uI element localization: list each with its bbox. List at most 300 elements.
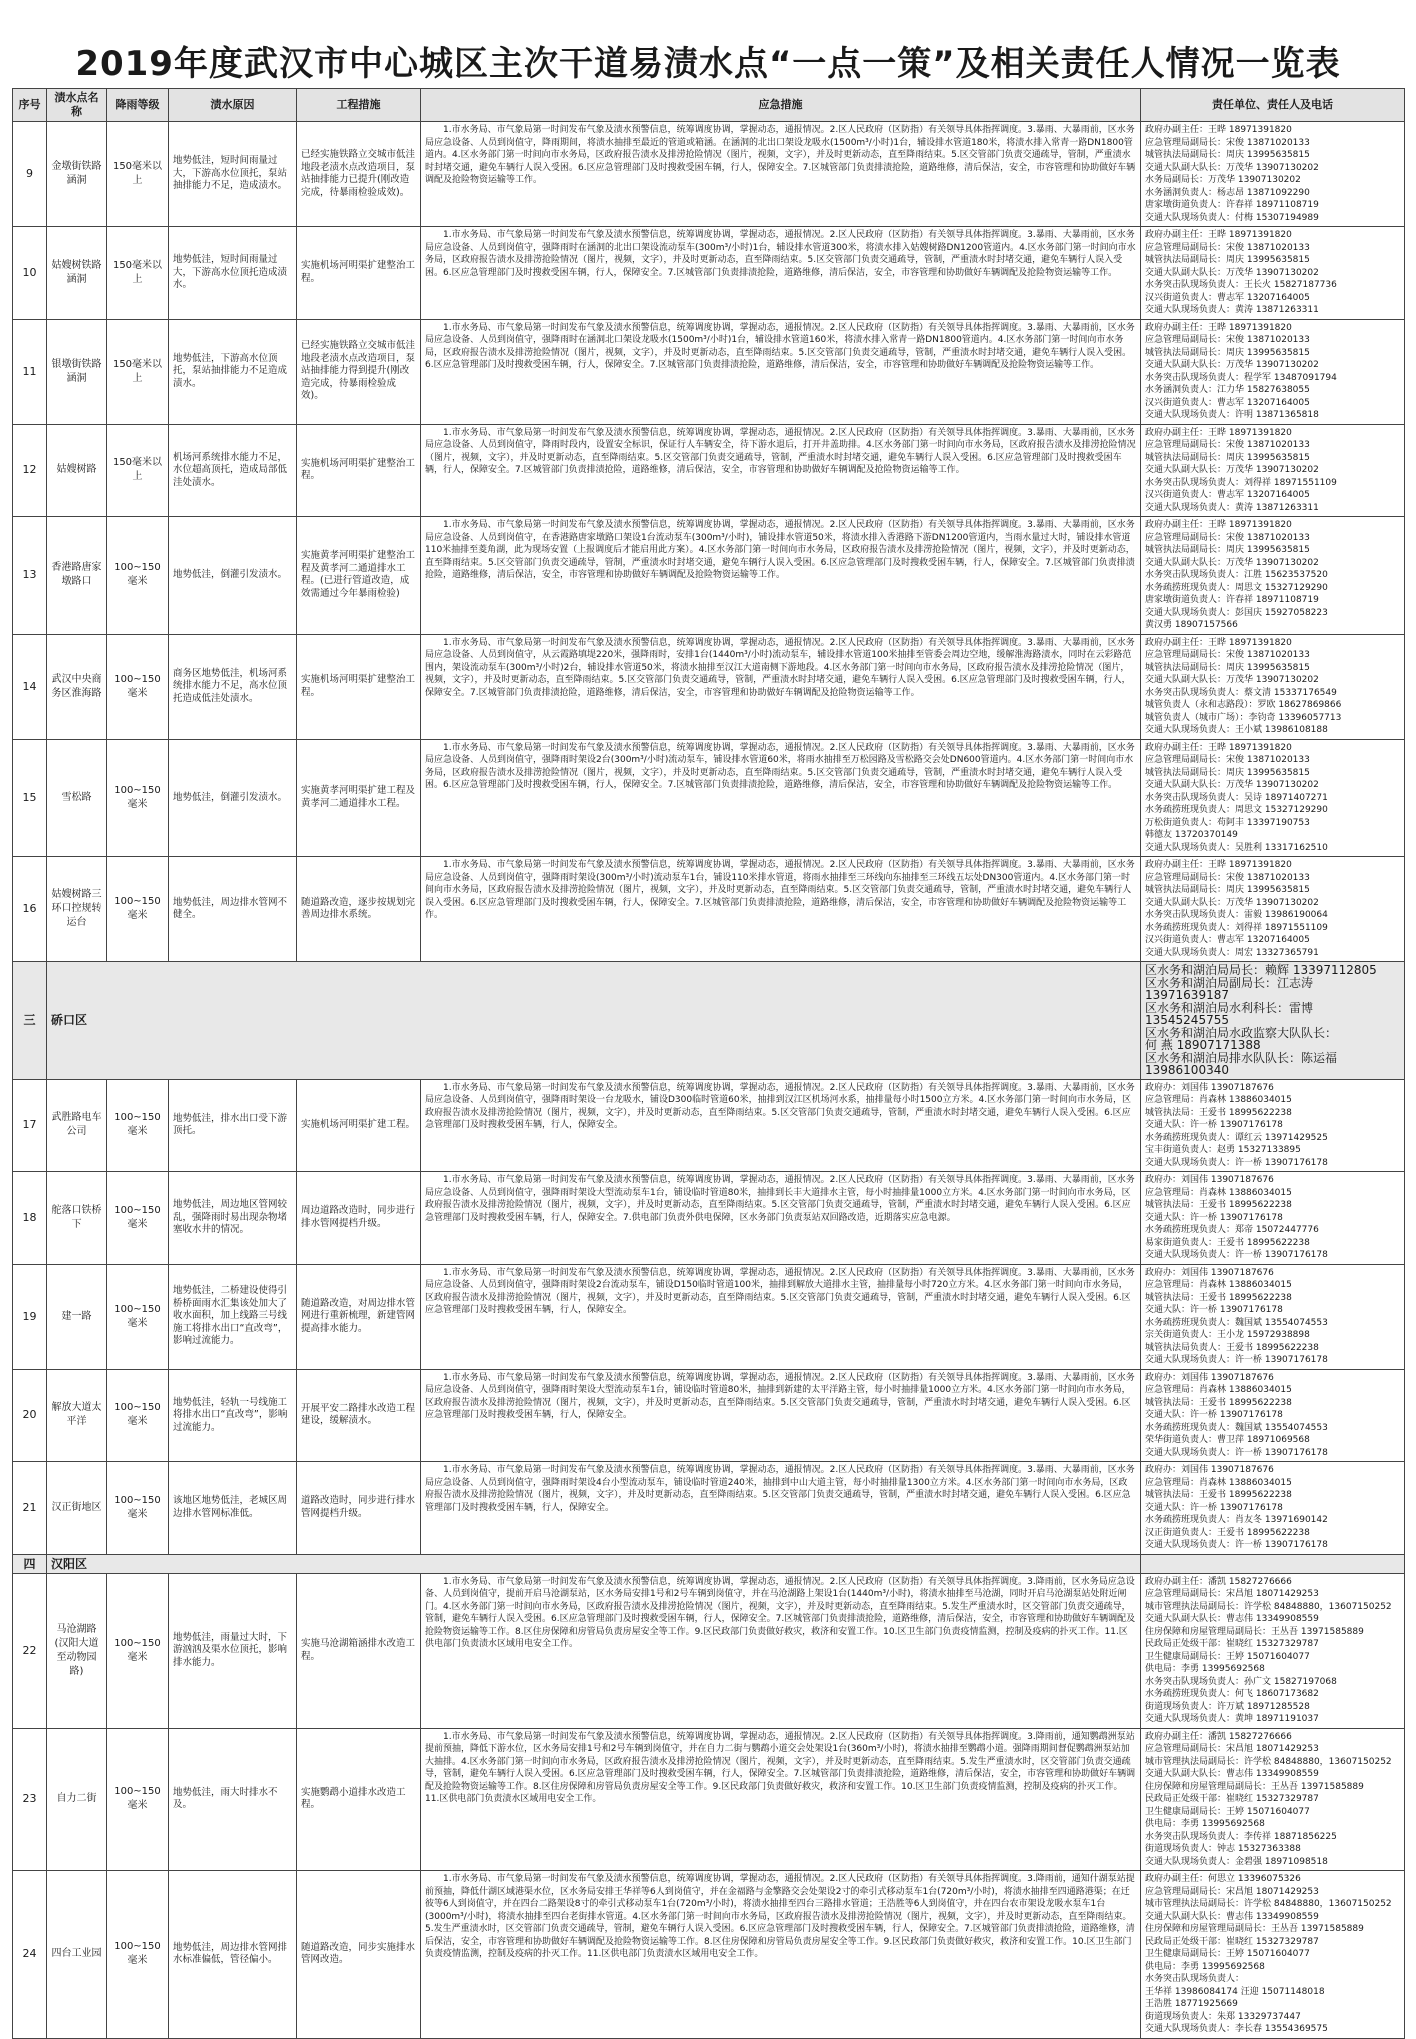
cell-rain-level: 100~150毫米: [107, 1172, 169, 1265]
responsible-line: 供电局：李勇 13995692568: [1145, 1664, 1265, 1674]
responsible-line: 交通大队现场负责人：黄坤 18971191037: [1145, 1714, 1319, 1724]
header-seq: 序号: [13, 89, 47, 122]
cell-emergency: [421, 122, 1141, 227]
responsible-line: 水务疏捞班现负责人：肖友冬 13971690142: [1145, 1515, 1328, 1525]
cell-rain-level: 100~150毫米: [107, 857, 169, 962]
table-row: [13, 517, 1405, 635]
responsible-line: 应急管理局副局长：宋昌旭 18071429253: [1145, 1744, 1319, 1754]
emergency-text: 1.市水务局、市气象局第一时间发布气象及渍水预警信息，统筹调度协调，掌握动态，通报情况。2.区人民政府（区防指）有关领导具体指挥调度。3.降雨前，通知鹦鹉洲泵站提前预抽，降低下游水位，区水务局安排1号和2号车辆到岗值守，并在自力二街与鹦鹉小道交会处架设1台(360m³/小时)，将渍水抽排至鹦鹉小道。强降雨期间督促鹦鹉洲泵站加大抽排。4.区水务部门第一时间向市水务局，区政府报告渍水及排涝抢险情况（图片，视频，文字），并及时更新动态，直至降雨结束。5.发生严重渍水时，区交管部门负责交通疏导，管制，避免车辆行人误入受困。6.区应急管理部门及时搜救受困车辆，行人，保障安全。7.区城管部门负责排渍抢险，道路维修，清后保洁，安全，市容管理和协助做好车辆调配及抢险物资运输等工作。8.区住房保障和房管局负责房屋安全等工作。9.区民政部门负责做好救灾，救济和安置工作。10.区卫生部门负责疫情监测，控制及疫病的扑灭工作。11.区供电部门负责渍水区域用电安全工作。: [425, 1731, 1136, 1804]
cell-responsible: [1141, 857, 1405, 962]
responsible-line: 交通大队现场负责人：金碧强 18971098518: [1145, 1856, 1328, 1867]
responsible-line: 卫生健康局副局长：王婷 15071604077: [1145, 1651, 1310, 1662]
cell-name: 姑嫂树路三环口控规转运台: [47, 857, 107, 962]
cell-emergency: [421, 1728, 1141, 1871]
emergency-text: 1.市水务局、市气象局第一时间发布气象及渍水预警信息，统筹调度协调，掌握动态，通报情况。2.区人民政府（区防指）有关领导具体指挥调度。3.暴雨、大暴雨前，区水务局应急设备、人员到岗值守，强降雨时架设4台小型流动泵车，铺设临时管道240米，抽排到中山大道主管，每小时抽排量1300立方米。4.区水务部门第一时间向市水务局，区政府报告渍水及排涝抢险情况（图片，视频，文字），并及时更新动态，直至降雨结束。5.区交管部门负责交通疏导，管制，严重渍水时封堵交通，避免车辆行人误入受困。6.区应急管理部门及时搜救受困车辆，行人，保障安全。: [425, 1465, 1135, 1513]
section-name: 汉阳区: [47, 1554, 1141, 1573]
responsible-line: 汉兴街道负责人：曹志军 13207164005: [1145, 490, 1310, 500]
cell-emergency: [421, 1573, 1141, 1728]
responsible-line: 交通大队副大队长：万茂华 13907130202: [1145, 557, 1319, 568]
responsible-line: 交通大队现场负责人：许一桥 13907176178: [1145, 1157, 1328, 1168]
table-row: [13, 319, 1405, 424]
cell-reason: 地势低洼，轻轨一号线施工将排水出口“直改弯”，影响过流能力。: [169, 1369, 297, 1462]
responsible-line: 政府办副主任：王晔 18971391820: [1145, 322, 1292, 333]
responsible-line: 政府办副主任：王晔 18971391820: [1145, 427, 1292, 438]
responsible-line: 政府办：刘国伟 13907187676: [1145, 1267, 1274, 1278]
cell-seq: 18: [13, 1172, 47, 1265]
table-row: [13, 122, 1405, 227]
emergency-text: 1.市水务局、市气象局第一时间发布气象及渍水预警信息，统筹调度协调，掌握动态，通报情况。2.区人民政府（区防指）有关领导具体指挥调度。3.暴雨、大暴雨前，区水务局应急设备、人员到岗值守，强降雨时架设2台(300m³/小时)流动泵车，铺设排水管道60米，将雨水抽排至万松园路及雪松路交会处DN600管道内。4.区水务部门第一时间向市水务局，区政府报告渍水及排涝抢险情况（图片，视频，文字），并及时更新动态，直至降雨结束。5.区交管部门负责交通疏导，管制，严重渍水时封堵交通，避免车辆行人误入受困。6.区应急管理部门及时搜救受困车辆，行人，保障安全。7.区城管部门负责排渍抢险，道路维修，清后保洁，安全，市容管理和协助做好车辆调配及抢险物资运输等工作。: [425, 742, 1135, 790]
responsible-line: 水务突击队现场负责人：江胜 15623537520: [1145, 570, 1328, 580]
table-row: [13, 857, 1405, 962]
responsible-line: 住房保障和房屋管理局副局长：王丛吾 13971585889: [1145, 1781, 1364, 1792]
cell-reason: 地势低洼，周边排水管网排水标准偏低，管径偏小。: [169, 1871, 297, 2039]
responsible-line: 区水务和湖泊局水政监察大队队长：: [1145, 1025, 1338, 1040]
responsible-line: 应急管理局副局长：宋俊 13871020133: [1145, 137, 1310, 148]
responsible-line: 荣华街道负责人：曹卫萍 18971069568: [1145, 1435, 1310, 1445]
cell-reason: 该地区地势低洼，老城区周边排水管网标准低。: [169, 1462, 297, 1555]
responsible-line: 交通大队：许一桥 13907176178: [1145, 1120, 1283, 1130]
cell-rain-level: 150毫米以上: [107, 122, 169, 227]
cell-responsible: [1141, 1728, 1405, 1871]
section-name: 硚口区: [47, 962, 1141, 1080]
responsible-line: 交通大队副大队长：曹志伟 13349908559: [1145, 1911, 1319, 1922]
cell-name: 四台工业园: [47, 1871, 107, 2039]
cell-reason: 地势低洼，下游高水位顶托，泵站抽排能力不足造成渍水。: [169, 319, 297, 424]
responsible-line: 城管执法局副局长：周庆 13995635815: [1145, 885, 1310, 895]
responsible-line: 民政局正处级干部：崔晓红 15327329787: [1145, 1639, 1319, 1649]
cell-rain-level: 100~150毫米: [107, 1573, 169, 1728]
cell-seq: 14: [13, 634, 47, 739]
emergency-text: 1.市水务局、市气象局第一时间发布气象及渍水预警信息，统筹调度协调，掌握动态，通报情况。2.区人民政府（区防指）有关领导具体指挥调度。3.暴雨、大暴雨前，区水务局应急设备、人员到岗值守，强降雨时在涵洞北口架设龙吸水(1500m³/小时)1台，辅设排水管道160米，将渍水排入常青一路DN1800管道内。4.区水务部门第一时间向市水务局，区政府报告渍水及排涝抢险情况（图片，视频，文字），并及时更新动态，直至降雨结束。5.区交管部门负责交通疏导，管制，严重渍水时封堵交通，避免车辆行人误入受困。6.区应急管理部门及时搜救受困车辆，行人，保障安全。7.区城管部门负责排渍抢险，道路维修，清后保洁，安全，市容管理和协助做好车辆调配及抢险物资运输等工作。: [425, 322, 1135, 370]
cell-name: 姑嫂树铁路涵洞: [47, 227, 107, 320]
responsible-line: 应急管理局副局长：宋昌旭 18071429253: [1145, 1886, 1319, 1897]
cell-name: 金墩街铁路涵洞: [47, 122, 107, 227]
responsible-line: 交通大队副大队长：万茂华 13907130202: [1145, 675, 1319, 685]
section-seq: 三: [13, 962, 47, 1080]
table-body: [13, 122, 1405, 2039]
responsible-line: 何 燕 18907171388: [1145, 1038, 1261, 1052]
responsible-line: 水务突击队现场负责人：刘得祥 18971551109: [1145, 477, 1337, 488]
responsible-line: 交通大队副大队长：曹志伟 13349908559: [1145, 1614, 1319, 1624]
responsible-line: 应急管理局副局长：宋俊 13871020133: [1145, 755, 1310, 765]
cell-rain-level: 100~150毫米: [107, 517, 169, 635]
responsible-line: 政府办副主任：潘凯 15827276666: [1145, 1731, 1292, 1742]
header-responsible: 责任单位、责任人及电话: [1141, 89, 1405, 122]
responsible-line: 王华祥 13986084174 汪迎 15071148018: [1145, 1986, 1325, 1997]
table-row: [13, 1573, 1405, 1728]
table-row: [13, 424, 1405, 517]
flood-point-table: [12, 88, 1405, 2039]
responsible-line: 交通大队：许一桥 13907176178: [1145, 1502, 1283, 1513]
cell-seq: 9: [13, 122, 47, 227]
responsible-line: 政府办：刘国伟 13907187676: [1145, 1372, 1274, 1383]
responsible-line: 交通大队现场负责人：周宏 13327365791: [1145, 947, 1319, 958]
cell-reason: 机场河系统排水能力不足，水位超高顶托，造成局部低洼处渍水。: [169, 424, 297, 517]
cell-rain-level: 100~150毫米: [107, 1462, 169, 1555]
responsible-line: 水务突击队现场负责人：程学军 13487091794: [1145, 372, 1337, 383]
responsible-line: 区水务和湖泊局排水队队长：陈运福 13986100340: [1145, 1050, 1338, 1077]
cell-name: 建一路: [47, 1264, 107, 1369]
emergency-text: 1.市水务局、市气象局第一时间发布气象及渍水预警信息，统筹调度协调，掌握动态，通报情况。2.区人民政府（区防指）有关领导具体指挥调度。3.暴雨、大暴雨前，区水务局应急设备、人员到岗值守，强降雨时架设2台流动泵车，铺设D150临时管道100米，抽排到解放大道排水主管，抽排量每小时720立方米。4.区水务部门第一时间向市水务局，区政府报告渍水及排涝抢险情况（图片，视频，文字），并及时更新动态，直至降雨结束。5.区交管部门负责交通疏导，管制，严重渍水时封堵交通，避免车辆行人误入受困。6.区应急管理部门及时搜救受困车辆，行人，保障安全。: [425, 1267, 1135, 1315]
cell-responsible: [1141, 634, 1405, 739]
cell-emergency: [421, 1369, 1141, 1462]
responsible-line: 交通大队：许一桥 13907176178: [1145, 1410, 1283, 1420]
cell-reason: 地势低洼，雨大时排水不及。: [169, 1728, 297, 1871]
responsible-line: 韩德友 13720370149: [1145, 830, 1238, 840]
cell-name: 姑嫂树路: [47, 424, 107, 517]
responsible-line: 交通大队副大队长：万茂华 13907130202: [1145, 162, 1319, 173]
emergency-text: 1.市水务局、市气象局第一时间发布气象及渍水预警信息，统筹调度协调，掌握动态，通报情况。2.区人民政府（区防指）有关领导具体指挥调度。3.暴雨、大暴雨前，区水务局应急设备、人员到岗值守，强降雨时架设大型流动泵车1台，铺设临时管道80米，抽排到新建的太平洋路主管，每小时抽排量1000立方米。4.区水务部门第一时间向市水务局，区政府报告渍水及排涝抢险情况（图片，视频，文字），并及时更新动态，直至降雨结束。5.区交管部门负责交通疏导，管制，严重渍水时封堵交通，避免车辆行人误入受困。6.区应急管理部门及时搜救受困车辆，行人，保障安全。: [425, 1372, 1135, 1420]
section-row: [13, 962, 1405, 1080]
responsible-line: 交通大队现场负责人：吴胜利 13317162510: [1145, 842, 1328, 853]
responsible-line: 城管执法局副局长：周庆 13995635815: [1145, 452, 1310, 463]
header-name: 渍水点名称: [47, 89, 107, 122]
cell-rain-level: 100~150毫米: [107, 1871, 169, 2039]
responsible-line: 交通大队现场负责人：许一桥 13907176178: [1145, 1540, 1328, 1550]
responsible-line: 交通大队副大队长：万茂华 13907130202: [1145, 897, 1319, 908]
responsible-line: 城管负责人（永和志路段）：罗欧 18627869866: [1145, 700, 1342, 710]
cell-seq: 21: [13, 1462, 47, 1555]
responsible-line: 城管执法局副局长：周庆 13995635815: [1145, 545, 1310, 555]
responsible-line: 城市管理执法局副局长：许学松 84848880，13607150252: [1145, 1601, 1392, 1612]
responsible-line: 交通大队现场负责人：彭国庆 15927058223: [1145, 607, 1328, 618]
responsible-line: 汉兴街道负责人：曹志军 13207164005: [1145, 397, 1310, 408]
cell-reason: 地势低洼，排水出口受下游顶托。: [169, 1079, 297, 1172]
responsible-line: 交通大队现场负责人：付梅 15307194989: [1145, 212, 1319, 223]
cell-name: 香港路唐家墩路口: [47, 517, 107, 635]
cell-responsible: [1141, 1264, 1405, 1369]
responsible-line: 政府办：刘国伟 13907187676: [1145, 1082, 1274, 1093]
emergency-text: 1.市水务局、市气象局第一时间发布气象及渍水预警信息，统筹调度协调，掌握动态，通报情况。2.区人民政府（区防指）有关领导具体指挥调度。3.暴雨、大暴雨前，区水务局应急设备、人员到岗值守，强降雨时在涵洞的北出口架设流动泵车(300m³/小时)1台，辅设排水管道300米，将渍水排入姑嫂树路DN1200管道内。4.区水务部门第一时间向市水务局，区政府报告渍水及排涝抢险情况（图片，视频，文字），并及时更新动态，直至降雨结束。5.区交管部门负责交通疏导，管制，严重渍水时封堵交通，避免车辆行人误入受困。6.区应急管理部门及时搜救受困车辆，行人，保障安全。7.区城管部门负责排渍抢险，道路维修，清后保洁，安全，市容管理和协助做好车辆调配及抢险物资运输等工作。: [425, 230, 1136, 278]
responsible-line: 唐家墩街道负责人：许春祥 18971108719: [1145, 595, 1319, 605]
responsible-line: 供电局：李勇 13995692568: [1145, 1961, 1265, 1972]
cell-engineering: 已经实施铁路立交城市低洼地段老渍水点改造项目，泵站抽排能力已提升(刚改造完成，待暴雨检验成效)。: [297, 122, 421, 227]
cell-rain-level: 150毫米以上: [107, 319, 169, 424]
responsible-line: 水务涵洞负责人：杨志昂 13871092290: [1145, 187, 1310, 198]
cell-seq: 15: [13, 739, 47, 857]
responsible-line: 交通大队副大队长：万茂华 13907130202: [1145, 360, 1319, 370]
cell-responsible: [1141, 1079, 1405, 1172]
section-seq: 四: [13, 1554, 47, 1573]
responsible-line: 政府办副主任：王晔 18971391820: [1145, 125, 1292, 135]
cell-seq: 12: [13, 424, 47, 517]
responsible-line: 交通大队：许一桥 13907176178: [1145, 1305, 1283, 1315]
table-row: [13, 634, 1405, 739]
responsible-line: 应急管理局副局长：宋俊 13871020133: [1145, 650, 1310, 660]
responsible-line: 交通大队：许一桥 13907176178: [1145, 1212, 1283, 1223]
responsible-line: 万松街道负责人：苟阿丰 13397190753: [1145, 817, 1310, 828]
responsible-line: 王浩胜 18771925669: [1145, 1999, 1238, 2009]
responsible-line: 汉兴街道负责人：曹志军 13207164005: [1145, 935, 1310, 945]
cell-name: 马沧湖路(汉阳大道至动物园路): [47, 1573, 107, 1728]
table-row: [13, 1264, 1405, 1369]
cell-engineering: 实施机场河明渠扩建工程。: [297, 1079, 421, 1172]
table-row: [13, 227, 1405, 320]
section-responsible: [1141, 962, 1405, 1080]
responsible-line: 政府办副主任：何思立 13396075326: [1145, 1874, 1301, 1884]
table-row: [13, 1871, 1405, 2039]
responsible-line: 政府办副主任：王晔 18971391820: [1145, 520, 1292, 530]
responsible-line: 交通大队现场负责人：许一桥 13907176178: [1145, 1447, 1328, 1458]
table-row: [13, 1079, 1405, 1172]
responsible-line: 城管执法局：王爱书 18995622238: [1145, 1397, 1292, 1408]
cell-name: 舵落口铁桥下: [47, 1172, 107, 1265]
responsible-line: 水务突击队现场负责人：孙广文 15827197068: [1145, 1676, 1337, 1687]
table-row: [13, 1728, 1405, 1871]
responsible-line: 城管执法局副局长：周庆 13995635815: [1145, 150, 1310, 160]
cell-seq: 23: [13, 1728, 47, 1871]
responsible-line: 政府办副主任：王晔 18971391820: [1145, 742, 1292, 753]
table-row: [13, 1462, 1405, 1555]
cell-responsible: [1141, 122, 1405, 227]
responsible-line: 城市管理执法局副局长：许学松 84848880，13607150252: [1145, 1756, 1392, 1767]
cell-reason: 地势低洼，短时间雨量过大，下游高水位顶托造成渍水。: [169, 227, 297, 320]
emergency-text: 1.市水务局、市气象局第一时间发布气象及渍水预警信息，统筹调度协调，掌握动态，通报情况。2.区人民政府（区防指）有关领导具体指挥调度。3.降雨前，区水务局应急设备、人员到岗值守，提前开启马沧湖泵站，区水务局安排1号和2号车辆到岗值守，并在马沧湖路上架设1台(1440m³/小时)，将渍水抽排至马沧湖，同时开启马沧湖泵站处附近闸门。4.区水务部门第一时间向市水务局，区政府报告渍水及排涝抢险情况（图片，视频，文字），并及时更新动态，直至降雨结束。5.发生严重渍水时，区交管部门负责交通疏导，管制，避免车辆行人误入受困。6.区应急管理部门及时搜救受困车辆，行人，保障安全。7.区城管部门负责排渍抢险，道路维修，清后保洁，安全，市容管理和协助做好车辆调配及抢险物资运输等工作。8.区住房保障和房管局负责房屋安全等工作。9.区民政部门负责做好救灾，救济和安置工作。10.区卫生部门负责疫情监测，控制及疫病的扑灭工作。11.区供电部门负责渍水区域用电安全工作。: [425, 1576, 1136, 1649]
cell-rain-level: 100~150毫米: [107, 1728, 169, 1871]
responsible-line: 城管执法局负责人：王爱书 18995622238: [1145, 1342, 1319, 1353]
cell-responsible: [1141, 1573, 1405, 1728]
responsible-line: 住房保障和房屋管理局副局长：王丛吾 13971585889: [1145, 1626, 1364, 1637]
responsible-line: 汉正街道负责人：王爱书 18995622238: [1145, 1527, 1310, 1538]
cell-engineering: 实施鹦鹉小道排水改造工程。: [297, 1728, 421, 1871]
responsible-line: 政府办副主任：王晔 18971391820: [1145, 230, 1292, 240]
cell-engineering: 实施机场河明渠扩建整治工程。: [297, 227, 421, 320]
responsible-line: 交通大队副大队长：万茂华 13907130202: [1145, 780, 1319, 790]
cell-engineering: 实施机场河明渠扩建整治工程。: [297, 424, 421, 517]
responsible-line: 水务疏捞班现负责人：谭红云 13971429525: [1145, 1132, 1328, 1143]
responsible-line: 民政局正处级干部：崔晓红 15327329787: [1145, 1936, 1319, 1947]
cell-reason: 地势低洼，二桥建设使得引桥桥面雨水汇集该处加大了收水面积，加上线路三号线施工将排水出口“直改弯”，影响过流能力。: [169, 1264, 297, 1369]
cell-seq: 20: [13, 1369, 47, 1462]
cell-emergency: [421, 1172, 1141, 1265]
cell-rain-level: 100~150毫米: [107, 634, 169, 739]
cell-seq: 16: [13, 857, 47, 962]
cell-seq: 22: [13, 1573, 47, 1728]
responsible-line: 政府办副主任：王晔 18971391820: [1145, 637, 1292, 648]
table-row: [13, 1172, 1405, 1265]
responsible-line: 区水务和湖泊局局长：赖辉 13397112805: [1145, 963, 1377, 977]
cell-seq: 17: [13, 1079, 47, 1172]
responsible-line: 政府办：刘国伟 13907187676: [1145, 1465, 1274, 1475]
section-row: [13, 1554, 1405, 1573]
cell-reason: 地势低洼，周边地区管网较乱，强降雨时易出现杂物堵塞收水井的情况。: [169, 1172, 297, 1265]
responsible-line: 住房保障和房屋管理局副局长：王丛吾 13971585889: [1145, 1924, 1364, 1934]
responsible-line: 城管执法局副局长：周庆 13995635815: [1145, 347, 1310, 358]
responsible-line: 水务涵洞负责人：江力华 15827638055: [1145, 385, 1310, 395]
responsible-line: 水务突击队现场负责人：: [1145, 1974, 1245, 1984]
emergency-text: 1.市水务局、市气象局第一时间发布气象及渍水预警信息，统筹调度协调，掌握动态，通报情况。2.区人民政府（区防指）有关领导具体指挥调度。3.暴雨、大暴雨前，区水务局应急设备、人员到岗值守，降雨时段内，设置安全标识，保证行人车辆安全，待下游水退后，打开井盖助排。4.区水务部门第一时间向市水务局，区政府报告渍水及排涝抢险情况（图片，视频，文字），并及时更新动态，直至降雨结束。5.区交管部门负责交通疏导，管制，严重渍水时封堵交通，避免车辆行人误入受困。6.区应急管理部门及时搜救受困车辆，行人，保障安全。7.区城管部门负责排渍抢险，道路维修，清后保洁，安全，市容管理和协助做好车辆调配及抢险物资运输等工作。: [425, 427, 1136, 475]
responsible-line: 卫生健康局副局长：王婷 15071604077: [1145, 1949, 1310, 1959]
responsible-line: 水务疏捞班现负责人：刘得祥 18971551109: [1145, 922, 1328, 933]
responsible-line: 水务突击队现场负责人：蔡文清 15337176549: [1145, 687, 1337, 698]
cell-emergency: [421, 857, 1141, 962]
cell-responsible: [1141, 1172, 1405, 1265]
responsible-line: 水务突击队现场负责人：王长火 15827187736: [1145, 280, 1337, 290]
cell-seq: 10: [13, 227, 47, 320]
cell-responsible: [1141, 1871, 1405, 2039]
cell-name: 自力二街: [47, 1728, 107, 1871]
responsible-line: 城管执法局：王爱书 18995622238: [1145, 1490, 1292, 1500]
responsible-line: 街道现场负责人：钟志 15327363388: [1145, 1844, 1301, 1854]
responsible-line: 应急管理局副局长：宋俊 13871020133: [1145, 872, 1310, 883]
header-reason: 渍水原因: [169, 89, 297, 122]
responsible-line: 街道现场负责人：朱郑 13329737447: [1145, 2011, 1301, 2022]
responsible-line: 水务突击队现场负责人：李传祥 18871856225: [1145, 1831, 1337, 1842]
table-row: [13, 1369, 1405, 1462]
responsible-line: 水务疏捞班现负责人：周思文 15327129290: [1145, 805, 1328, 815]
responsible-line: 城管执法局：王爱书 18995622238: [1145, 1292, 1292, 1303]
responsible-line: 水务疏捞班现负责人：周思文 15327129290: [1145, 582, 1328, 593]
responsible-line: 交通大队现场负责人：李长春 13554369575: [1145, 2024, 1328, 2034]
emergency-text: 1.市水务局、市气象局第一时间发布气象及渍水预警信息，统筹调度协调，掌握动态，通报情况。2.区人民政府（区防指）有关领导具体指挥调度。3.暴雨、大暴雨前，区水务局应急设备、人员到岗值守，在香港路唐家墩路口架设1台流动泵车(300m³/小时)，铺设排水管道50米，将渍水排入香港路下游DN1200管道内，当雨水量过大时，铺设排水管道110米抽排至菱角湖，此为现场安置（上报调度后才能启用此方案）。4.区水务部门第一时间向市水务局，区政府报告渍水及排涝抢险情况（图片，视频，文字），并及时更新动态，直至降雨结束。5.区交管部门负责交通疏导，管制，严重渍水时封堵交通，避免车辆行人误入受困。6.区应急管理部门及时搜救受困车辆，行人，保障安全。7.区城管部门负责排渍抢险，道路维修，清后保洁，安全，市容管理和协助做好车辆调配及抢险物资运输等工作。: [425, 520, 1135, 580]
header-engineering: 工程措施: [297, 89, 421, 122]
responsible-line: 应急管理局副局长：宋俊 13871020133: [1145, 335, 1310, 345]
responsible-line: 宗关街道负责人：王小龙 15972938898: [1145, 1330, 1310, 1340]
cell-name: 武汉中央商务区淮海路: [47, 634, 107, 739]
responsible-line: 交通大队副大队长：曹志伟 13349908559: [1145, 1769, 1319, 1779]
responsible-line: 交通大队现场负责人：许一桥 13907176178: [1145, 1355, 1328, 1365]
responsible-line: 城管执法局副局长：周庆 13995635815: [1145, 662, 1310, 673]
responsible-line: 城管执法局副局长：周庆 13995635815: [1145, 767, 1310, 778]
responsible-line: 街道现场负责人：许万斌 18971285528: [1145, 1701, 1310, 1712]
cell-engineering: 实施马沧湖箱涵排水改造工程。: [297, 1573, 421, 1728]
responsible-line: 供电局：李勇 13995692568: [1145, 1819, 1265, 1829]
responsible-line: 黄汉勇 18907157566: [1145, 620, 1238, 630]
responsible-line: 交通大队现场负责人：许明 13871365818: [1145, 410, 1319, 420]
responsible-line: 城管执法局：王爱书 18995622238: [1145, 1200, 1292, 1210]
responsible-line: 应急管理局副局长：宋昌旭 18071429253: [1145, 1589, 1319, 1599]
cell-engineering: 实施黄孝河明渠扩建整治工程及黄孝河二通道排水工程。(已进行管道改造，成效需通过今年暴雨检验): [297, 517, 421, 635]
responsible-line: 民政局正处级干部：崔晓红 15327329787: [1145, 1794, 1319, 1804]
responsible-line: 区水务和湖泊局副局长：江志涛 13971639187: [1145, 975, 1314, 1002]
cell-emergency: [421, 424, 1141, 517]
responsible-line: 唐家墩街道负责人：许春祥 18971108719: [1145, 200, 1319, 210]
cell-rain-level: 100~150毫米: [107, 1264, 169, 1369]
cell-engineering: 道路改造时，同步进行排水管网提档升级。: [297, 1462, 421, 1555]
cell-emergency: [421, 1871, 1141, 2039]
emergency-text: 1.市水务局、市气象局第一时间发布气象及渍水预警信息，统筹调度协调，掌握动态，通报情况。2.区人民政府（区防指）有关领导具体指挥调度。3.暴雨、大暴雨前，区水务局应急设备、人员到岗值守，从云霞路填堤220米，强降雨时，安排1台(1440m³/小时)流动泵车，辅设排水管道100米抽排至管委会周边空地，缓解淮海路渍水，同时在云彩路范围内，架设流动泵车(300m³/小时)2台，辅设排水管道50米，将渍水抽排至汉江大道南侧下游地段。4.区水务部门第一时间向市水务局，区政府报告渍水及排涝抢险情况（图片，视频，文字），并及时更新动态，直至降雨结束。5.区交管部门负责交通疏导，管制，严重渍水时封堵交通，避免车辆行人误入受困。6.区应急管理部门及时搜救受困车辆，行人，保障安全。7.区城管部门负责排渍抢险，道路维修，清后保洁，安全，市容管理和协助做好车辆调配及抢险物资运输等工作。: [425, 637, 1135, 698]
cell-reason: 地势低洼，倒灌引发渍水。: [169, 739, 297, 857]
responsible-line: 水务疏捞班现负责人：郑帝 15072447776: [1145, 1225, 1319, 1235]
cell-seq: 19: [13, 1264, 47, 1369]
responsible-line: 应急管理局副局长：宋俊 13871020133: [1145, 242, 1310, 253]
cell-engineering: 随道路改造，逐步按规划完善周边排水系统。: [297, 857, 421, 962]
cell-engineering: 实施机场河明渠扩建整治工程。: [297, 634, 421, 739]
cell-rain-level: 100~150毫米: [107, 1079, 169, 1172]
responsible-line: 水务突击队现场负责人：吴诗 18971407271: [1145, 792, 1328, 803]
cell-reason: 地势低洼，周边排水管网不健全。: [169, 857, 297, 962]
responsible-line: 交通大队现场负责人：黄涛 13871263311: [1145, 502, 1319, 513]
header-rain: 降雨等级: [107, 89, 169, 122]
cell-rain-level: 100~150毫米: [107, 739, 169, 857]
cell-engineering: 随道路改造，同步实施排水管网改造。: [297, 1871, 421, 2039]
responsible-line: 交通大队现场负责人：黄涛 13871263311: [1145, 305, 1319, 315]
emergency-text: 1.市水务局、市气象局第一时间发布气象及渍水预警信息，统筹调度协调，掌握动态，通报情况。2.区人民政府（区防指）有关领导具体指挥调度。3.暴雨、大暴雨前，区水务局应急设备、人员到岗值守，强降雨时架设一台龙吸水，铺设D300临时管道60米，抽排到汉江区机场河水系，抽排量每小时1500立方米。4.区水务部门第一时间向市水务局，区政府报告渍水及排涝抢险情况（图片，视频，文字），并及时更新动态，直至降雨结束。5.区交管部门负责交通疏导，管制，严重渍水时封堵交通，避免车辆行人误入受困。6.区应急管理部门及时搜救受困车辆，行人，保障安全。: [425, 1082, 1135, 1130]
cell-emergency: [421, 739, 1141, 857]
emergency-text: 1.市水务局、市气象局第一时间发布气象及渍水预警信息，统筹调度协调，掌握动态，通报情况。2.区人民政府（区防指）有关领导具体指挥调度。3.降雨前，通知什湖泵站提前预抽，降低什湖区域港渠水位，区水务局安排王华祥等6人到岗值守，并在金福路与金擎路交会处架设2寸的牵引式移动泵车1台(720m³/小时)，将渍水抽排至四通路港渠；在迁彼等6人到岗值守，并在四台二路架设8寸的牵引式移动泵车1台(720m³/小时)，将渍水抽排至四台三路排水管道；王浩胜等6人到岗值守，并在四台农市架设龙吸水泵车1台(3000m³/小时)，将渍水抽排至四台老街排水管道。4.区水务部门第一时间向市水务局，区政府报告渍水及排涝抢险情况（图片，视频，文字），并及时更新动态，直至降雨结束。5.发生严重渍水时，区交管部门负责交通疏导，管制，避免车辆行人误入受困。6.区应急管理部门及时搜救受困车辆，行人，保障安全。7.区城管部门负责排渍抢险，道路维修，清后保洁，安全，市容管理和协助做好车辆调配及抢险物资运输等工作。8.区住房保障和房管局负责房屋安全等工作。9.区民政部门负责做好救灾，救济和安置工作。10.区卫生部门负责疫情监测，控制及疫病的扑灭工作。11.区供电部门负责渍水区域用电安全工作。: [425, 1874, 1135, 1959]
responsible-line: 城管执法局：王爱书 18995622238: [1145, 1107, 1292, 1118]
cell-emergency: [421, 1264, 1141, 1369]
page-title: 2019年度武汉市中心城区主次干道易渍水点“一点一策”及相关责任人情况一览表: [75, 44, 1341, 84]
table-header-row: [13, 89, 1405, 122]
responsible-line: 水务疏捞班现负责人：魏国斌 13554074553: [1145, 1317, 1328, 1328]
responsible-line: 水务疏捞班现负责人：魏国斌 13554074553: [1145, 1422, 1328, 1433]
responsible-line: 汉兴街道负责人：曹志军 13207164005: [1145, 292, 1310, 303]
responsible-line: 区水务和湖泊局水利科长：雷博 13545245755: [1145, 1000, 1314, 1027]
cell-emergency: [421, 1462, 1141, 1555]
cell-engineering: 周边道路改造时，同步进行排水管网提档升级。: [297, 1172, 421, 1265]
responsible-line: 城市管理执法局副局长：许学松 84848880，13607150252: [1145, 1899, 1392, 1909]
cell-responsible: [1141, 739, 1405, 857]
cell-name: 汉正街地区: [47, 1462, 107, 1555]
cell-seq: 24: [13, 1871, 47, 2039]
cell-engineering: 实施黄孝河明渠扩建工程及黄孝河二通道排水工程。: [297, 739, 421, 857]
responsible-line: 应急管理局：肖森林 13886034015: [1145, 1187, 1292, 1198]
cell-engineering: 已经实施铁路立交城市低洼地段老渍水点改造项目，泵站抽排能力得到提升(刚改造完成，待暴雨检验成效)。: [297, 319, 421, 424]
cell-name: 雪松路: [47, 739, 107, 857]
cell-reason: 地势低洼，短时间雨量过大，下游高水位顶托，泵站抽排能力不足，造成渍水。: [169, 122, 297, 227]
cell-engineering: 随道路改造，对周边排水管网进行重新梳理，新建管网提高排水能力。: [297, 1264, 421, 1369]
table-row: [13, 739, 1405, 857]
responsible-line: 交通大队副大队长：万茂华 13907130202: [1145, 267, 1319, 278]
responsible-line: 应急管理局：肖森林 13886034015: [1145, 1095, 1292, 1105]
responsible-line: 政府办：刘国伟 13907187676: [1145, 1175, 1274, 1185]
cell-responsible: [1141, 227, 1405, 320]
cell-emergency: [421, 634, 1141, 739]
responsible-line: 城管执法局副局长：周庆 13995635815: [1145, 255, 1310, 265]
cell-emergency: [421, 319, 1141, 424]
cell-responsible: [1141, 319, 1405, 424]
responsible-line: 交通大队副大队长：万茂华 13907130202: [1145, 465, 1319, 475]
section-responsible: [1141, 1554, 1405, 1573]
responsible-line: 城管负责人（城市广场）：李钧奇 13396057713: [1145, 712, 1342, 723]
responsible-line: 应急管理局：肖森林 13886034015: [1145, 1477, 1292, 1488]
responsible-line: 交通大队现场负责人：许一桥 13907176178: [1145, 1250, 1328, 1260]
cell-reason: 地势低洼，雨量过大时，下游汹汹及渠水位顶托，影响排水能力。: [169, 1573, 297, 1728]
emergency-text: 1.市水务局、市气象局第一时间发布气象及渍水预警信息，统筹调度协调，掌握动态，通报情况。2.区人民政府（区防指）有关领导具体指挥调度。3.暴雨、大暴雨前，区水务局应急设备、人员到岗值守，强降雨时架设大型流动泵车1台，铺设临时管道80米，抽排到长丰大道排水主管，每小时抽排量1000立方米。4.区水务部门第一时间向市水务局，区政府报告渍水及排涝抢险情况（图片，视频，文字），并及时更新动态，直至降雨结束。5.区交管部门负责交通疏导，管制，严重渍水时封堵交通，避免车辆行人误入受困。6.区应急管理部门及时搜救受困车辆，行人，保障安全。7.供电部门负责外供电保障，区水务部门负责泵站双回路改造，近期落实应急电源。: [425, 1175, 1135, 1223]
responsible-line: 卫生健康局副局长：王婷 15071604077: [1145, 1806, 1310, 1817]
cell-rain-level: 100~150毫米: [107, 1369, 169, 1462]
cell-name: 银墩街铁路涵洞: [47, 319, 107, 424]
responsible-line: 水务疏捞班现负责人：何飞 18607173682: [1145, 1689, 1319, 1699]
responsible-line: 交通大队现场负责人：王小斌 13986108188: [1145, 725, 1328, 735]
responsible-line: 应急管理局副局长：宋俊 13871020133: [1145, 440, 1310, 450]
cell-rain-level: 150毫米以上: [107, 227, 169, 320]
cell-rain-level: 150毫米以上: [107, 424, 169, 517]
responsible-line: 易家街道负责人：王爱书 18995622238: [1145, 1237, 1310, 1248]
cell-emergency: [421, 517, 1141, 635]
cell-name: 解放大道太平洋: [47, 1369, 107, 1462]
responsible-line: 政府办副主任：潘凯 15827276666: [1145, 1576, 1292, 1587]
emergency-text: 1.市水务局、市气象局第一时间发布气象及渍水预警信息，统筹调度协调，掌握动态，通报情况。2.区人民政府（区防指）有关领导具体指挥调度。3.暴雨、大暴雨前，区水务局应急设备、人员到岗值守，降雨期间，将渍水抽排至最近的管道或箱涵。在涵洞的北出口架设龙吸水(1500m³/小时)1台，辅设排水管道180米，将渍水排入常青一路DN1800管道内。4.区水务部门第一时间向市水务局，区政府报告渍水及排涝抢险情况（图片，视频，文字），并及时更新动态，直至降雨结束。5.区交管部门负责交通疏导，管制，严重渍水时封堵交通，避免车辆行人误入受困。6.区应急管理部门及时搜救受困车辆，行人，保障安全。7.区城管部门负责排渍抢险，道路维修，清后保洁，安全，市容管理和协助做好车辆调配及抢险物资运输等工作。: [425, 125, 1136, 185]
cell-reason: 商务区地势低洼，机场河系统排水能力不足，高水位顶托造成低洼处渍水。: [169, 634, 297, 739]
responsible-line: 水务局副局长：万茂华 13907130202: [1145, 175, 1301, 185]
cell-engineering: 开展平安二路排水改造工程建设，缓解渍水。: [297, 1369, 421, 1462]
responsible-line: 水务突击队现场负责人：雷毅 13986190064: [1145, 910, 1328, 920]
emergency-text: 1.市水务局、市气象局第一时间发布气象及渍水预警信息，统筹调度协调，掌握动态，通报情况。2.区人民政府（区防指）有关领导具体指挥调度。3.暴雨、大暴雨前，区水务局应急设备、人员到岗值守，强降雨时架设(300m³/小时)流动泵车1台，铺设110米排水管道，将雨水抽排至三环线向东抽排至三环线五坛处DN300管道内。4.区水务部门第一时间向市水务局，区政府报告渍水及排涝抢险情况（图片，视频，文字），并及时更新动态，直至降雨结束。5.区交管部门负责交通疏导，管制，严重渍水时封堵交通，避免车辆行人误入受困。6.区应急管理部门及时搜救受困车辆，行人，保障安全。7.区城管部门负责排渍抢险，道路维修，清后保洁，安全，市容管理和协助做好车辆调配及抢险物资运输等工作。: [425, 860, 1135, 920]
cell-responsible: [1141, 424, 1405, 517]
responsible-line: 应急管理局副局长：宋俊 13871020133: [1145, 532, 1310, 543]
responsible-line: 宝丰街道负责人：赵勇 15327133895: [1145, 1145, 1301, 1155]
header-emergency: 应急措施: [421, 89, 1141, 122]
cell-reason: 地势低洼，倒灌引发渍水。: [169, 517, 297, 635]
responsible-line: 应急管理局：肖森林 13886034015: [1145, 1385, 1292, 1395]
cell-emergency: [421, 1079, 1141, 1172]
cell-seq: 11: [13, 319, 47, 424]
cell-seq: 13: [13, 517, 47, 635]
responsible-line: 政府办副主任：王晔 18971391820: [1145, 860, 1292, 870]
cell-emergency: [421, 227, 1141, 320]
